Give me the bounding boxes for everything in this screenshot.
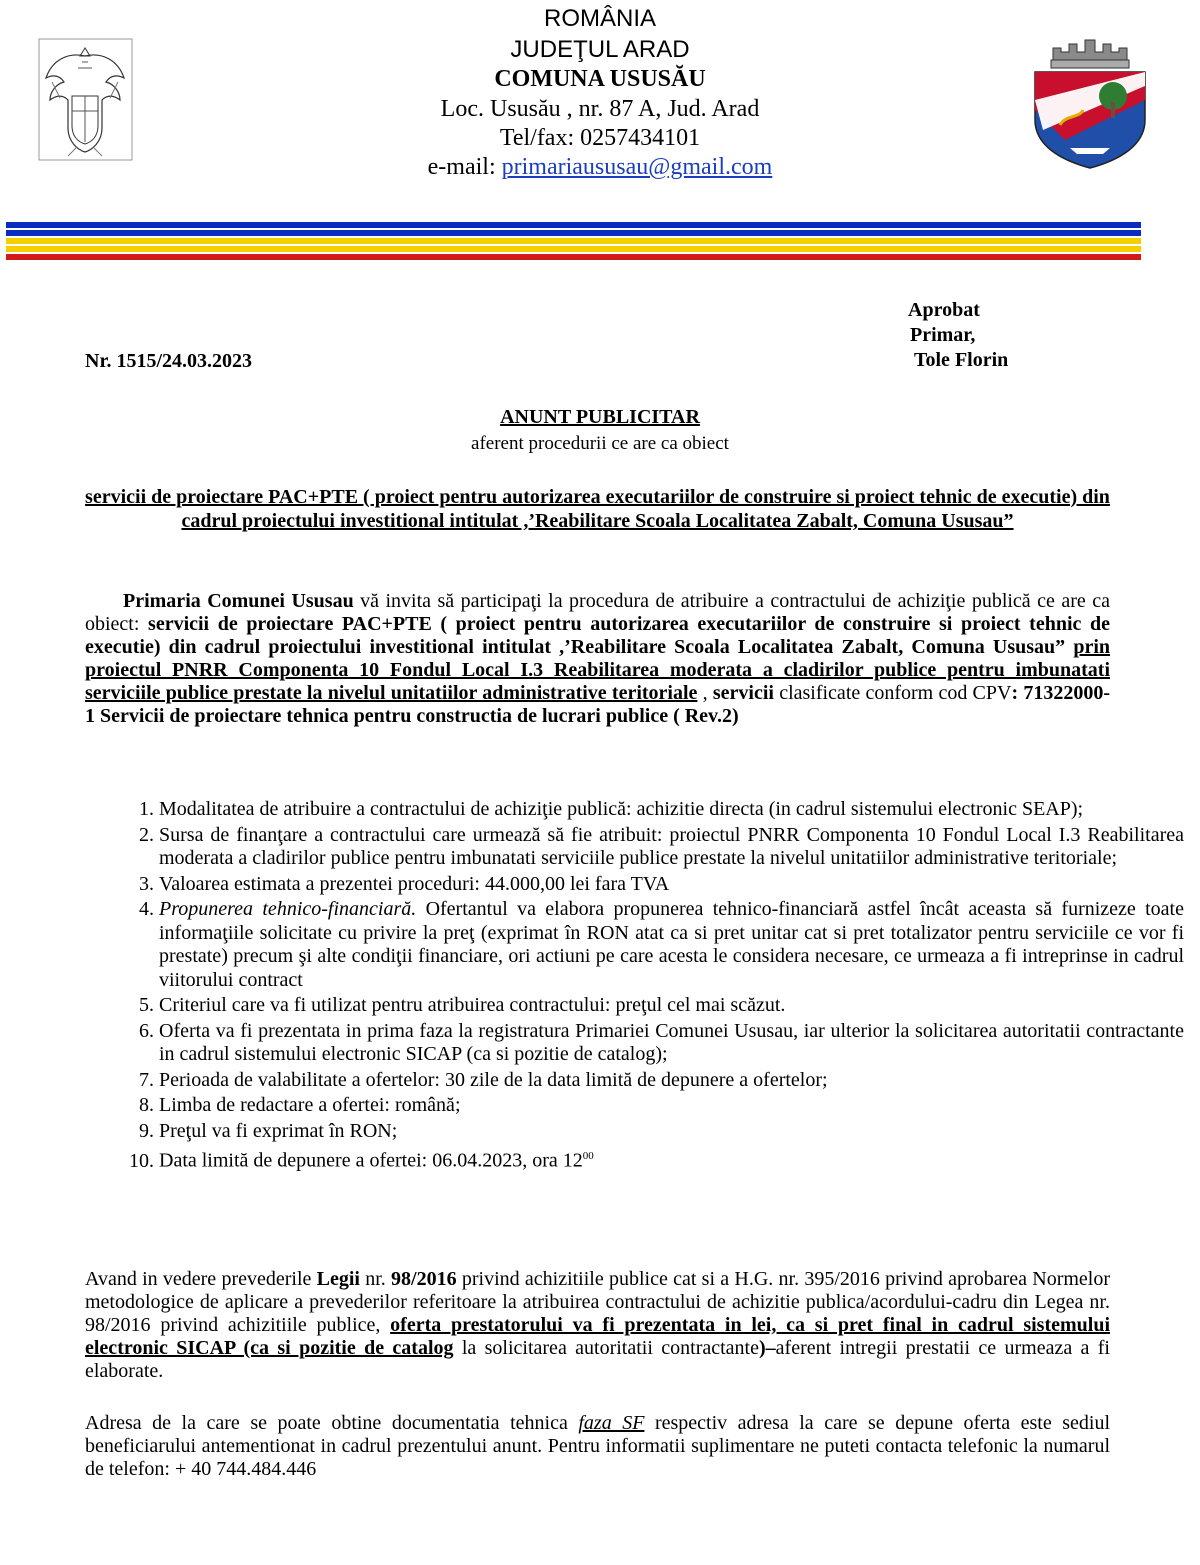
list-item xyxy=(159,898,1184,992)
list-item-text: Criteriul care va fi utilizat pentru atribuirea contractului: preţul cel mai scăzut. xyxy=(159,994,786,1016)
closing-paragraph-contact xyxy=(85,1412,1110,1481)
list-item xyxy=(159,1094,1184,1118)
list-item-text: Valoarea estimata a prezentei proceduri: 44.000,00 lei fara TVA xyxy=(159,872,670,895)
approval-name: Tole Florin xyxy=(914,349,1009,371)
document-title: ANUNT PUBLICITAR xyxy=(500,406,700,428)
list-item-text: Data limită de depunere a ofertei: 06.04.2023, ora 12 xyxy=(159,1149,583,1172)
procurement-subject: servicii de proiectare PAC+PTE ( proiect pentru autorizarea executariilor de construire si proiect tehnic de executie) din cadrul proiectului investitional intitulat ,’Reabilitare Scoala Localitatea Zabalt, Comuna Ususau” xyxy=(85,486,1110,532)
romania-coat-of-arms-icon xyxy=(38,38,133,161)
list-item-text: Oferta va fi prezentata in prima faza la registratura Primariei Comunei Ususau, iar ulterior la solicitarea autoritatii contractante in cadrul sistemului electronic SICAP (ca si pozitie de catalog); xyxy=(159,1019,1184,1065)
list-item-text: Perioada de valabilitate a ofertelor: 30 zile de la data limită de depunere a ofertelor; xyxy=(159,1068,828,1091)
approval-block xyxy=(908,298,1008,373)
intro-subject: servicii de proiectare PAC+PTE ( proiect pentru autorizarea executariilor de construire si proiect tehnic de executie) din cadrul proiectului investitional intitulat ,’Reabilitare Scoala Localitatea Zabalt, Comuna Ususau” xyxy=(85,613,1110,658)
list-item-text: Sursa de finanţare a contractului care urmează să fie atribuit: proiectul PNRR Componenta 10 Fondul Local I.3 Reabilitarea moderata a cladirilor publice pentru imbunatati serviciile publice prestate la nivelul unitatiilor administrative teritoriale; xyxy=(159,823,1184,869)
closing-offer: oferta prestatorului va fi prezentata in lei, ca si pret final in cadrul sistemului electronic SICAP (ca si pozitie de catalog xyxy=(85,1314,1110,1359)
authority-name: Primaria Comunei Ususau xyxy=(123,590,354,612)
document-subtitle: aferent procedurii ce are ca obiect xyxy=(471,433,729,454)
list-item-text: Limba de redactare a ofertei: română; xyxy=(159,1094,461,1116)
closing-text: nr. xyxy=(359,1268,392,1290)
closing-law-number: 98/2016 xyxy=(391,1268,457,1290)
approval-role: Primar, xyxy=(910,324,976,346)
list-item xyxy=(159,798,1184,822)
intro-cpv-code: : 71322000-1 Servicii de proiectare tehnica pentru constructia de lucrari publice ( Rev.2) xyxy=(85,682,1111,727)
closing-text: Adresa de la care se poate obtine documentatia tehnica xyxy=(85,1412,579,1434)
intro-paragraph xyxy=(85,590,1110,728)
list-item xyxy=(159,873,1184,897)
closing-paragraph-legal xyxy=(85,1268,1110,1383)
closing-text: aferent intregii prestatii ce urmeaza a fi elaborate. xyxy=(85,1337,1110,1382)
intro-comma: , xyxy=(697,682,713,704)
email-label: e-mail: xyxy=(427,154,502,180)
closing-text: la solicitarea autoritatii contractante xyxy=(453,1337,759,1359)
county-name: JUDEŢUL ARAD xyxy=(510,36,690,63)
list-item-italic: Propunerea tehnico-financiară. xyxy=(159,898,417,920)
email-line xyxy=(330,153,870,182)
closing-text: Avand in vedere prevederile xyxy=(85,1268,317,1290)
country-name: ROMÂNIA xyxy=(543,5,656,32)
intro-program: prin proiectul PNRR Componenta 10 Fondul Local I.3 Reabilitarea moderata a cladirilor publice pentru imbunatati serviciile publice prestate la nivelul unitatiilor administrative teritoriale xyxy=(85,636,1111,704)
address: Loc. Ususău , nr. 87 A, Jud. Arad xyxy=(440,96,760,122)
conditions-list xyxy=(85,798,1184,1175)
list-item-text: Ofertantul va elabora propunerea tehnico-financiară astfel încât aceasta să furnizeze toate informaţiile solicitate cu privire la preţ (exprimat în RON atat ca si pret unitar cat si pret totalizator pentru serviciile ce vor fi prestate) precum şi alte condiţii financiare, ori actiuni pe care acesta le considera necesare, ce urmeaza a fi intreprinse in cadrul viitorului contract xyxy=(159,898,1184,991)
closing-dash: )– xyxy=(758,1337,776,1359)
list-item xyxy=(159,1069,1184,1093)
intro-cpv-text: clasificate conform cod CPV xyxy=(773,682,1012,704)
list-item xyxy=(159,1145,1184,1173)
commune-name: COMUNA USUSĂU xyxy=(494,66,706,92)
intro-text: vă invita să participaţi la procedura de atribuire a contractului de achiziţie publică ce are ca obiect: xyxy=(85,590,1110,635)
list-item-text: Modalitatea de atribuire a contractului de achiziţie publică: achizitie directa (in cadrul sistemului electronic SEAP); xyxy=(159,798,1084,820)
closing-text: privind achizitiile publice cat si a H.G. nr. 395/2016 privind aprobarea Normelor metodologice de aplicare a prevederilor referitoare la atribuirea contractului de achizitie publica/acordului-cadru din Legea nr. 98/2016 privind achizitiile publice, xyxy=(85,1268,1111,1336)
closing-law-word: Legii xyxy=(316,1268,360,1290)
tricolor-band xyxy=(6,222,1141,261)
list-item-text: Preţul va fi exprimat în RON; xyxy=(159,1119,398,1142)
closing-phase: faza SF xyxy=(578,1412,645,1434)
list-item xyxy=(159,994,1184,1018)
list-item xyxy=(159,1120,1184,1144)
commune-coat-of-arms-icon xyxy=(1025,30,1155,170)
registration-number: Nr. 1515/24.03.2023 xyxy=(85,350,253,372)
intro-services: servicii xyxy=(712,682,774,704)
list-item xyxy=(159,824,1184,871)
closing-text: respectiv adresa la care se depune oferta este sediul beneficiarului antementionat in cadrul prezentului anunt. Pentru informatii suplimentare ne puteti contacta telefonic la numarul de telefon: + 40 744.484.446 xyxy=(85,1412,1110,1480)
phone: Tel/fax: 0257434101 xyxy=(499,125,701,151)
approval-label: Aprobat xyxy=(908,299,980,321)
email-link[interactable]: primariaususau@gmail.com xyxy=(501,154,773,180)
list-item xyxy=(159,1020,1184,1067)
list-item-superscript: 00 xyxy=(582,1150,594,1162)
